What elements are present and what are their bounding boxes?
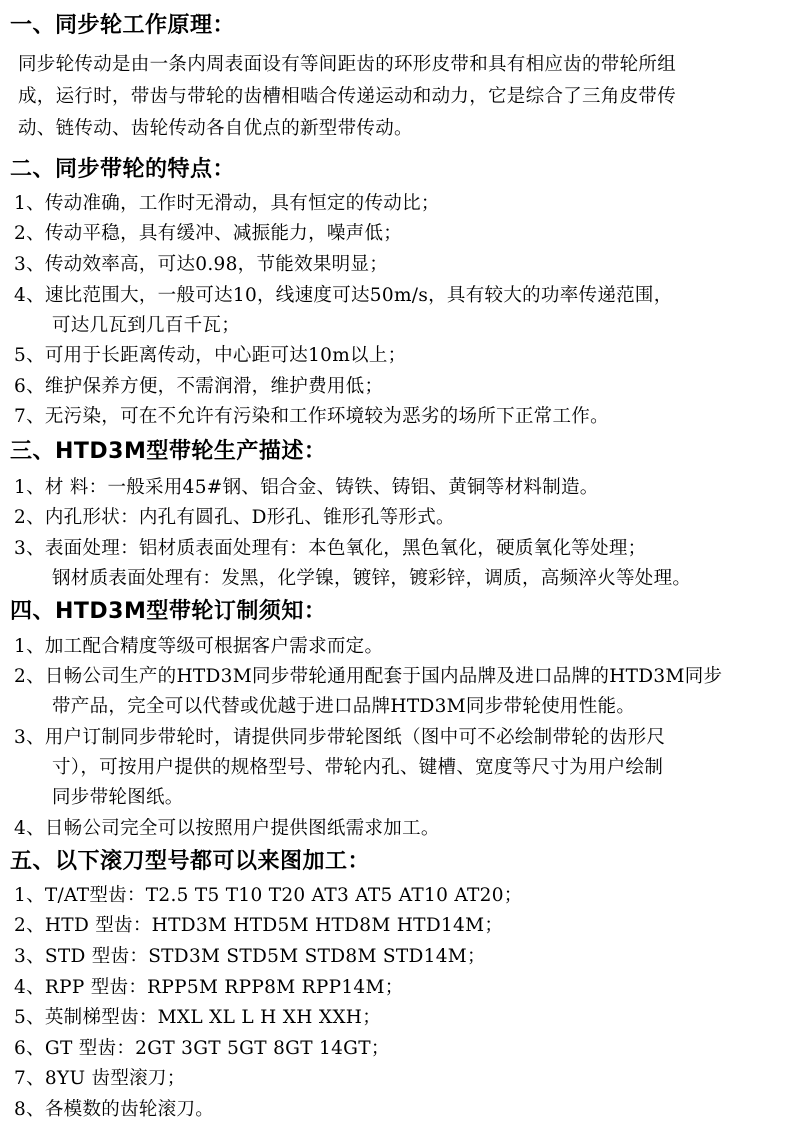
list-item: 7、无污染，可在不允许有污染和工作环境较为恶劣的场所下正常工作。 (14, 406, 609, 427)
list-item: 2、日畅公司生产的HTD3M同步带轮通用配套于国内品牌及进口品牌的HTD3M同步 (14, 666, 723, 687)
list-item: 4、日畅公司完全可以按照用户提供图纸需求加工。 (14, 818, 440, 839)
list-item: 6、GT 型齿：2GT 3GT 5GT 8GT 14GT； (14, 1038, 390, 1059)
section-heading: 一、同步轮工作原理： (10, 13, 236, 38)
list-item: 3、用户订制同步带轮时，请提供同步带轮图纸（图中可不必绘制带轮的齿形尺 (14, 727, 666, 748)
list-item: 2、HTD 型齿：HTD3M HTD5M HTD8M HTD14M； (14, 915, 504, 936)
section-heading: 五、以下滚刀型号都可以来图加工： (10, 849, 371, 874)
list-item-continuation: 寸），可按用户提供的规格型号、带轮内孔、键槽、宽度等尺寸为用户绘制 (52, 757, 664, 778)
list-item: 2、内孔形状：内孔有圆孔、D形孔、锥形孔等形式。 (14, 507, 455, 528)
list-item: 1、材 料：一般采用45#钢、铝合金、铸铁、铸铝、黄铜等材料制造。 (14, 477, 599, 498)
list-item: 6、维护保养方便，不需润滑，维护费用低； (14, 376, 384, 397)
paragraph-line: 动、链传动、齿轮传动各自优点的新型带传动。 (18, 118, 413, 139)
list-item-continuation: 同步带轮图纸。 (52, 787, 184, 808)
list-item: 1、传动准确，工作时无滑动，具有恒定的传动比； (14, 193, 440, 214)
list-item: 3、STD 型齿：STD3M STD5M STD8M STD14M； (14, 946, 486, 967)
list-item: 3、传动效率高，可达0.98，节能效果明显； (14, 254, 389, 275)
list-item-continuation: 钢材质表面处理有：发黑，化学镍，镀锌，镀彩锌，调质，高频淬火等处理。 (52, 568, 692, 589)
list-item: 3、表面处理：铝材质表面处理有：本色氧化，黑色氧化，硬质氧化等处理； (14, 538, 647, 559)
list-item: 5、可用于长距离传动，中心距可达10m以上； (14, 345, 407, 366)
list-item: 7、8YU 齿型滚刀； (14, 1068, 186, 1089)
list-item: 8、各模数的齿轮滚刀。 (14, 1099, 215, 1120)
paragraph-line: 成，运行时，带齿与带轮的齿槽相啮合传递运动和动力，它是综合了三角皮带传 (18, 86, 677, 107)
paragraph-line: 同步轮传动是由一条内周表面设有等间距齿的环形皮带和具有相应齿的带轮所组 (18, 54, 677, 75)
section-heading: 二、同步带轮的特点： (10, 157, 236, 182)
section-heading: 四、HTD3M型带轮订制须知： (10, 599, 327, 624)
section-heading: 三、HTD3M型带轮生产描述： (10, 439, 327, 464)
list-item-continuation: 带产品，完全可以代替或优越于进口品牌HTD3M同步带轮使用性能。 (52, 696, 636, 717)
list-item: 2、传动平稳，具有缓冲、减振能力，噪声低； (14, 223, 403, 244)
list-item: 1、T/AT型齿：T2.5 T5 T10 T20 AT3 AT5 AT10 AT20； (14, 885, 523, 906)
list-item: 4、RPP 型齿：RPP5M RPP8M RPP14M； (14, 977, 404, 998)
list-item-continuation: 可达几瓦到几百千瓦； (52, 315, 241, 336)
list-item: 4、速比范围大，一般可达10，线速度可达50m/s，具有较大的功率传递范围， (14, 285, 673, 306)
list-item: 1、加工配合精度等级可根据客户需求而定。 (14, 636, 384, 657)
list-item: 5、英制梯型齿：MXL XL L H XH XXH； (14, 1007, 382, 1028)
